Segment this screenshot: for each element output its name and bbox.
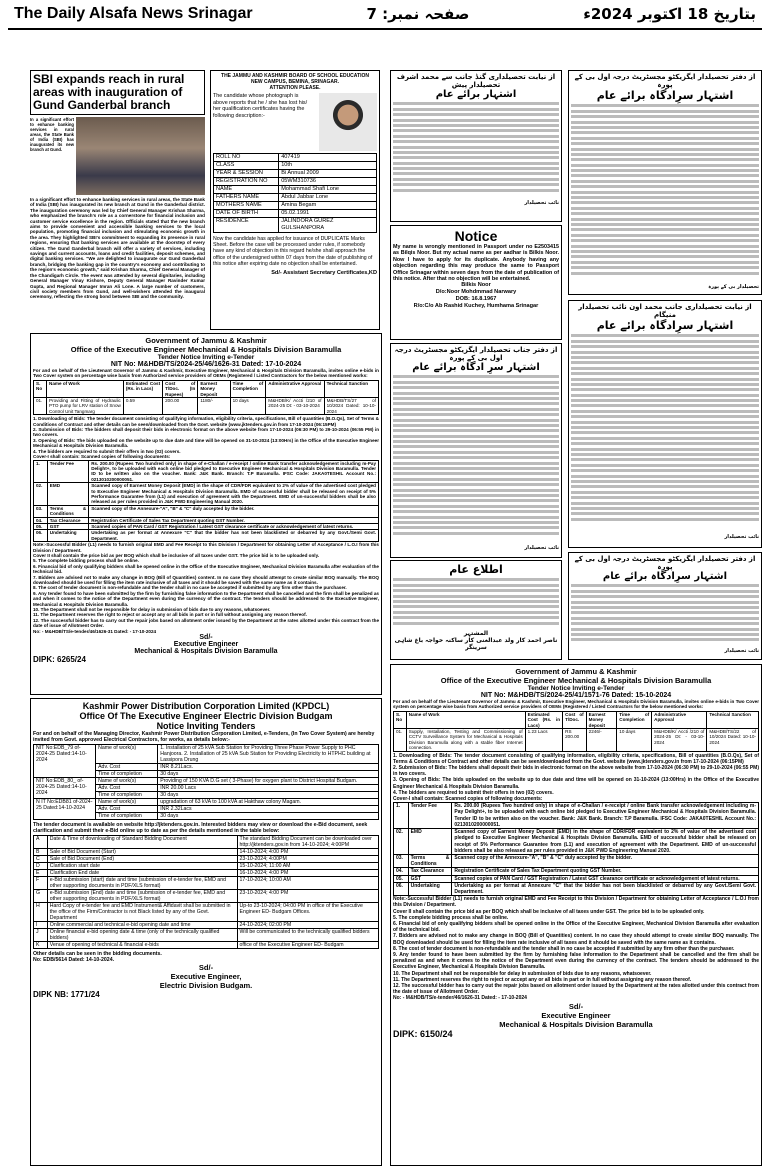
kpdcl-schedule-value: Will be communicated to the technically qualified bidders [237, 929, 378, 942]
jkbose-campus: NEW CAMPUS, BEMINA, SRINAGAR. [250, 79, 340, 85]
kpdcl-schedule-item: Sale of Bid Document (End) [47, 856, 237, 863]
tender1-dipk: DIPK: 6265/24 [33, 655, 86, 665]
tender2-nit: NIT No: M&HDB/TS/2024-25/41/1571-76 Dated: 15-10-2024 [480, 692, 672, 699]
jkbose-detail-row [214, 218, 377, 233]
tender-note: 9. Any tender found to have been submitted by the firm by furnishing false information to the Department shall be cancelled and the firm shall be penalized as and when it comes to the notice of the Department even during the currency of the contract. The tenders should be addressed to the Executive Engineer, Mechanical & Hospitals Division Baramulla. [33, 590, 379, 607]
tender2-govt: Government of Jammu & Kashmir [515, 667, 637, 676]
cover-detail: Registration Certificate of Sales Tax Department quoting GST Number. [89, 517, 379, 523]
urdu-notice-4-head: از نیابت تحصیلداری جانب محمد اون نائب تحصیلدار منیگام [578, 303, 752, 319]
jkbose-detail-value: 05.02.1991 [279, 210, 377, 218]
cover-no: 03. [34, 505, 48, 517]
t1-header-cell: Earnest Money Deposit [198, 380, 230, 397]
cover-item: Undertaking [408, 882, 452, 895]
cover-detail: Undertaking as per format at Annexure "C" that the bidder has not been blacklisted or debarred by any Govt./Semi Govt. Department. [89, 530, 379, 542]
kpdcl-time-label: Time of completion [96, 771, 158, 778]
kpdcl-schedule-item: Online commercial and technical e-bid opening date and time [47, 922, 237, 929]
tender-notice-2 [390, 664, 762, 1166]
kpdcl-schedule-row [34, 877, 379, 890]
tender-paragraph: Cover-I shall contain: Scanned copies of following documents: [393, 796, 543, 803]
t1-header-cell: Technical Sanction [324, 380, 378, 397]
jkbose-detail-row [214, 210, 377, 218]
t2-cell: 01. [394, 729, 407, 752]
cover-detail: Scanned copy of Earnest Money Deposit (EMD) in the shape of CDR/FDR equivalent to 2% of value of the advertised cost pledged to Executive Engineer Mechanical & Hospitals Division Baramulla. EMD of successful bidder shall be released on receipt of 5% Performance Guarantee from (L1) and execution of agreement with the Department. EMD of un-successful bidders shall be also released as per rules provided in J&K PWD Engineering Manual 2020. [452, 829, 759, 855]
t1-cell: 10 days [230, 398, 266, 415]
tender1-intro: For and on behalf of the Lieutenant Governor of Jammu & Kashmir, Executive Engineer, Mechanical & Hospitals Division Baramulla, invites online e-bids in Two Cover system on percentage wise basis from Authorized service providers of OEMs (Registered / Listed Contractors for the below mentioned works: [33, 368, 379, 379]
kpdcl-work-name: 1. Installation of 25 kVA Sub Station for Providing Three Phase Power Supply to PHC Hanjoora. 2. Installation of 25 kVA Sub Station for Providing Electricity to HTPHC building at Lassipora Drung [158, 745, 379, 764]
kpdcl-schedule-item: Clarification start date [47, 863, 237, 870]
kpdcl-name-label: Name of work(s) [96, 799, 158, 806]
kpdcl-schedule-item: e-Bid submission (start) date and time (submission of e-tender fee, EMD and other supporting documents in PDF/XLS format) [47, 877, 237, 890]
jkbose-detail-value: 407419 [279, 154, 377, 162]
cover-item: GST [408, 875, 452, 882]
tender-note: Note:-Successful Bidder (L1) needs to furnish original EMD and Fee Receipt to this Division / Department for obtaining Letter of Acceptance / L.O.I from this Division / Department. [393, 896, 759, 909]
urdu-public-title: اطلاع عام [449, 563, 503, 576]
kpdcl-schedule-value: 15-10-2024; 11:00 AM [237, 863, 378, 870]
jkbose-detail-key: FATHERS NAME [214, 194, 279, 202]
cover-detail: Scanned copy of Earnest Money Deposit (EMD) in the shape of CDR/FDR equivalent to 2% of value of the advertised cost pledged to Executive Engineer Mechanical & Hospitals Division Baramulla. EMD of successful bidder shall be released on receipt of 5% Performance Guarantee from (L1) and execution of agreement with the Department. EMD of un-successful bidders shall be also released as per rules provided in J&K PWD Engineering Manual 2020. [89, 483, 379, 506]
kpdcl-sign-title: Sd/- [198, 963, 214, 972]
tender-note: 7. Bidders are advised not to make any change in BOQ (Bill of Quantities) content. In no case they should attempt to create similar BOQ manually. The BOQ downloaded should be used for filling the item rate inclusive of all taxes and it should be saved with the same name as it contains. [33, 574, 379, 586]
kpdcl-work-name: Providing of 150 KVA D.G set ( 3-Phase) for oxygen plant to District Hospital Budgam. [158, 778, 379, 785]
urdu-notice-2-sign: نائب تحصیلدار [524, 545, 559, 552]
cover-row [394, 875, 759, 882]
t1-header-cell: Name of Work [47, 380, 124, 397]
sbi-photo [76, 117, 205, 195]
urdu-notice-5-head: از دفتر تحصیلدار ایگزیکٹو مجسٹریٹ درجہ اول بی کے پورہ [574, 555, 756, 571]
sbi-body: In a significant effort to enhance banking services in rural areas, the State Bank of India (SBI) has inaugurated its new branch at Gund in the Ganderbal district. The inauguration ceremony was led by Chief General Manager Krishan Sharma, who emphasized the branch's role as a cornerstone for financial inclusion and customer service excellence in the region. Officials stated that the new branch aims to provide convenient and accessible banking services to the local population, promoting financial inclusion and stimulating economic growth in the area. They highlighted SBI's commitment to expanding its presence in rural regions, ensuring that banking services are available at the doorstep of every citizen. The Gund Ganderbal branch will offer a variety of services, including savings and current accounts, loans and credit facilities, deposit schemes, and digital banking services. "We are delighted to inaugurate our Gund Ganderbal branch, bridging the banking gap in the country's economy and contributing to the region's economic growth," said Krishan Sharma, Chief General Manager of the Chandigarh Circle. The event was attended by several dignitaries, including General Manager Vinay Kishore, Deputy General Manager Ravinder Kumar Gupta, and Regional Manager Imran Ali Lone. A large number of customers, civil society members from Gund, and well-wishers attended the inaugural ceremony, reflecting the strong bond between SBI and the community. [30, 197, 205, 300]
cover-no: 06. [34, 530, 48, 542]
kpdcl-schedule-row [34, 922, 379, 929]
jkbose-detail-value: 05WM310736 [279, 178, 377, 186]
kpdcl-office: Office Of The Executive Engineer Electric Division Budgam [79, 711, 333, 721]
page-number: صفحہ نمبر: 7 [366, 5, 470, 23]
kpdcl-cost-label: Adv. Cost [96, 806, 158, 813]
jkbose-detail-key: REGISTRATION NO [214, 178, 279, 186]
kpdcl-time-label: Time of completion [96, 792, 158, 799]
t2-cell: M&HDB/K/ Accti /210 of 2024-25 Dt: - 03-10-2024 [652, 729, 707, 752]
cover-item: Tender Fee [47, 460, 88, 483]
jkbose-detail-key: ROLL NO [214, 154, 279, 162]
kpdcl-schedule-value: 14-10-2024; 4:00 PM [237, 849, 378, 856]
kpdcl-schedule-key: B [34, 849, 48, 856]
kpdcl-nit: NIT No:EDB_79 of-2024-25 Dated:14-10-2024 [34, 745, 96, 778]
kpdcl-schedule-key: J [34, 929, 48, 942]
tender1-sign-title: Sd/- [199, 634, 213, 642]
kpdcl-time-value: 30 days [158, 813, 379, 820]
kpdcl-cost-value: INR 20.00 Lacs [158, 785, 379, 792]
kpdcl-schedule-item: Online financial e-bid opening date & time (only of the technically qualified bidders) [47, 929, 237, 942]
jkbose-detail-key: RESIDENCE [214, 218, 279, 233]
kpdcl-schedule-row [34, 863, 379, 870]
kpdcl-schedule-value: office of the Executive Engineer ED- Budgam [237, 942, 378, 949]
tender-note: 6. Financial bid of only qualifying bidders shall be opened online in the Office of the Executive Engineer, Mechanical Division Baramulla after evaluation of the technical bid. [33, 563, 379, 575]
masthead [8, 0, 762, 30]
urdu-notice-public [390, 560, 562, 660]
tender2-sign-name: Executive Engineer [541, 1010, 611, 1020]
jkbose-detail-value: JALINDORA GUREZ GULSHANPORA [279, 218, 377, 233]
jkbose-detail-value: Abdul Jabbar Lone [279, 194, 377, 202]
notice-relation: D/o:Noor Mohdmmad Narwary [435, 289, 517, 296]
t1-header-cell: S. No [34, 380, 47, 397]
urdu-notice-3-sign: تحصیلدار بی کے پورہ [708, 284, 759, 291]
tender-note: 6. Financial bid of only qualifying bidders shall be opened online in the Office of the Executive Engineer, Mechanical Division Baramulla after evaluation of the technical bid. [393, 920, 759, 934]
kpdcl-work-row [34, 799, 379, 806]
cover-detail: Scanned copies of PAN Card / GST Registration / Latest GST clearance certificate or acknowledgement of latest returns. [89, 523, 379, 529]
kpdcl-schedule-row [34, 856, 379, 863]
kpdcl-schedule-key: F [34, 877, 48, 890]
kpdcl-schedule-key: I [34, 922, 48, 929]
tender1-subtitle: Tender Notice Inviting e-Tender [157, 354, 255, 361]
kpdcl-schedule-value: 24-10-2024; 02:00 PM [237, 922, 378, 929]
urdu-notice-5 [568, 552, 762, 660]
kpdcl-subtitle: Notice Inviting Tenders [156, 721, 256, 731]
urdu-notice-2-title: اشتہار سرِ ادگاہ برائے عام [412, 362, 540, 373]
kpdcl-schedule-row [34, 849, 379, 856]
tender1-body [33, 416, 379, 634]
t1-cell: 200.00 [163, 398, 198, 415]
kpdcl-number: No: EDB/5614 Dated: 14-10-2024. [33, 957, 115, 963]
cover-row [34, 530, 379, 542]
t1-header-cell: Administrative Approval [266, 380, 324, 397]
kpdcl-cost-label: Adv. Cost [96, 785, 158, 792]
tender-paragraph: 1. Downloading of Bids: The tender document consisting of qualifying information, eligibility criteria, specifications, Bill of quantities (B.O.Qs), Set of Terms & Conditions of Contract and other details can be seen/downloaded from the Govt. website (www.jktenders.gov.in from 17-10-2024 (06:15PM) [33, 416, 379, 427]
urdu-notice-5-sign: نائب تحصیلدار [724, 648, 759, 655]
kpdcl-schedule-item: Venue of opening of technical & financial e-bids [47, 942, 237, 949]
cover-no: 05. [394, 875, 409, 882]
t2-cell: Supply, Installation, Testing and Commissioning of CCTV Surveillance System for Mechanical & Hospitals Division Baramulla along with a stable fiber Internet connection. [406, 729, 525, 752]
cover-detail: Scanned copy of the Annexure-"A", "B" & "C" duly accepted by the bidder. [452, 854, 759, 867]
tender-note: Note:-Successful Bidder (L1) needs to furnish original EMD and Fee Receipt to this Division / Department for obtaining Letter of Acceptance / L.O.I from this Division / Department. [33, 542, 379, 553]
t1-cell: M&HDB/TS/27 of 10/2024 Dated: 10-10-2024 [324, 398, 378, 415]
jkbose-detail-value: Mohammad Shafi Lone [279, 186, 377, 194]
urdu-public-sign: المشتہر [463, 630, 489, 638]
cover-item: EMD [47, 483, 88, 506]
kpdcl-schedule-key: E [34, 870, 48, 877]
cover-detail: Registration Certificate of Sales Tax Department quoting GST Number. [452, 868, 759, 875]
kpdcl-schedule-item: e-Bid submission (End) date and time (submission of e-tender fee, EMD and other supporting documents in PDF/XLS format) [47, 890, 237, 903]
kpdcl-schedule-row [34, 870, 379, 877]
kpdcl-schedule-item: Hard Copy of e-tender fee and EMD Instrument& Affidavit shall be submitted in the office of the Firm/Contractor is not Black listed by any of the Govt. Department [47, 903, 237, 922]
t1-cell: 1180/- [198, 398, 230, 415]
cover-row [394, 882, 759, 895]
jkbose-detail-row [214, 178, 377, 186]
t2-header-cell: Name of Work [406, 711, 525, 728]
t1-cell: M&HDB/K/ Accti /210 of 2024-25 Dt: - 03-10-2024 [266, 398, 324, 415]
jkbose-signatory: Sd/- Assistant Secretary Certificates,KD [271, 270, 377, 277]
notice-name: Bilkis Noor [461, 282, 491, 289]
tender-paragraph: 3. Opening of Bids: The bids uploaded on the website up to due date and time will be opened on 31-10-2024 (13:00Hrs) in the Office of the Executive Engineer Mechanical & Hospitals Division Baramulla. [33, 437, 379, 449]
jkbose-detail-row [214, 194, 377, 202]
cover-item: Terms & Conditions [408, 854, 452, 867]
kpdcl-schedule-key: D [34, 863, 48, 870]
urdu-notice-3-title: اشتہار سرِادگاہ برائے عام [596, 89, 734, 102]
tender2-dipk: DIPK: 6150/24 [393, 1028, 453, 1039]
cover-item: Tax Clearance [47, 517, 88, 523]
kpdcl-schedule-item: Clarification End date [47, 870, 237, 877]
cover-no: 06. [394, 882, 409, 895]
kpdcl-schedule-key: A [34, 836, 48, 849]
passport-notice [390, 225, 562, 340]
kpdcl-note: The tender document is available on website http://jktenders.gov.in. Interested bidders may view or download the e-Bid document, seek clarification and submit their e-Bid online up to date as per the details mentioned in the table below: [33, 822, 368, 834]
kpdcl-name-label: Name of work(s) [96, 745, 158, 764]
jkbose-detail-key: NAME [214, 186, 279, 194]
kpdcl-work-name: upgradation of 63 kVA to 100 kVA at Hakthaw colony Magam. [158, 799, 379, 806]
jkbose-detail-value: Amina Begam [279, 202, 377, 210]
cover-no: 02. [394, 829, 409, 855]
t2-header-cell: Cost of T/Doc. [563, 711, 587, 728]
kpdcl-works-table [33, 744, 379, 820]
jkbose-attention: ATTENTION PLEASE. [269, 85, 321, 91]
tender-note: 11. The Department reserves the right to reject or accept any or all bids in part or in full without assigning any reason thereof. [393, 976, 692, 983]
tender-note: 12. The successful bidder has to carry out the repair jobs based on allotment order issued by the Department at the rates allotted under this contract from the date of issue of Allotment Order. [33, 617, 379, 629]
tender2-works-table [393, 711, 759, 752]
cover-row [34, 483, 379, 506]
urdu-notice-3 [568, 70, 762, 295]
t1-header-cell: Estimated Cost (Rs. in Lacs) [123, 380, 162, 397]
kpdcl-sign-name: Executive Engineer, [170, 972, 242, 981]
tender1-sign-office: Mechanical & Hospitals Division Baramulla [134, 648, 278, 656]
jkbose-detail-key: YEAR & SESSION [214, 170, 279, 178]
kpdcl-schedule-value: 23-10-2024; 4:00PM [237, 856, 378, 863]
tender-note: 9. Any tender found to have been submitted by the firm by furnishing false information to the Department shall be cancelled and the firm shall be penalized as and when it comes to the notice of the Department even during the currency of the contract. The tenders should be addressed to the Executive Engineer, Mechanical & Hospitals Division Baramulla. [393, 951, 759, 971]
tender-paragraph: 3. Opening of Bids: The bids uploaded on the website up to due date and time will be opened on 31-10-2024 (13:00Hrs) in the Office of the Executive Engineer Mechanical & Hospitals Division Baramulla. [393, 777, 759, 790]
kpdcl-schedule-row [34, 929, 379, 942]
t1-cell: 01. [34, 398, 47, 415]
kpdcl-notice [30, 698, 382, 1166]
jkbose-detail-value: 10th [279, 162, 377, 170]
kpdcl-other: Other details can be seen in the bidding documents. [33, 951, 162, 957]
kpdcl-schedule-row [34, 890, 379, 903]
t2-cell: 10 days [617, 729, 652, 752]
jkbose-detail-value: Bi Annual 2009 [279, 170, 377, 178]
t2-header-cell: Estimated Cost (Rs. in Lacs) [525, 711, 563, 728]
tender2-intro: For and on behalf of the Lieutenant Governor of Jammu & Kashmir, Executive Engineer, Mechanical & Hospitals Division Baramulla, invites online e-bids in Two Cover system on percentage wise basis from Authorized service providers of OEMs (Registered / Listed Contractors for the below mentioned works: [393, 699, 759, 710]
t2-cell: 2246/- [586, 729, 617, 752]
kpdcl-schedule-key: H [34, 903, 48, 922]
urdu-notice-1-sign: نائب تحصیلدار [524, 200, 559, 207]
urdu-notice-3-text [571, 104, 759, 284]
tender1-works-table [33, 380, 379, 415]
t1-header-cell: Cost of T/Doc. (In Rupees) [163, 380, 198, 397]
kpdcl-cost-value: INR 2.32Lacs [158, 806, 379, 813]
kpdcl-time-label: Time of completion [96, 813, 158, 820]
jkbose-intro: The candidate whose photograph is above reports that he / she has lost his/ her qualification certificates having the following description:- [213, 93, 308, 119]
sbi-lead: In a significant effort to enhance banking services in rural areas, the State Bank of India (SBI) has inaugurated its new branch at Gund. [30, 117, 74, 152]
jkbose-detail-key: CLASS [214, 162, 279, 170]
urdu-notice-2-text [393, 375, 559, 545]
tender-note: 10. The Department shall not be responsible for delay in submission of bids due to any reasons, whatsoever. [33, 607, 271, 613]
tender1-nit: NIT No: M&HDB/TS/2024-25/46/1626-31 Dated: 17-10-2024 [110, 361, 302, 368]
cover-row [34, 505, 379, 517]
urdu-notice-4 [568, 300, 762, 548]
kpdcl-schedule-row [34, 942, 379, 949]
kpdcl-schedule-item: Date & Time of downloading of Standard Bidding Document [47, 836, 237, 849]
tender-note: 7. Bidders are advised not to make any change in BOQ (Bill of Quantities) content. In no case they should attempt to create similar BOQ manually. The BOQ downloaded should be used for filling the item rate inclusive of all taxes and it should be saved with the same name as it contains. [393, 933, 759, 946]
cover-item: Terms & Conditions [47, 505, 88, 517]
tender2-body [393, 753, 759, 1002]
t2-header-cell: Time of Completion [617, 711, 652, 728]
jkbose-details-table [213, 153, 377, 233]
tender-note: 12. The successful bidder has to carry out the repair jobs based on allotment order issued by the Department at the rates allotted under this contract from the date of issue of Allotment Order. [393, 982, 759, 996]
t2-header-cell: Earnest Money deposit [586, 711, 617, 728]
urdu-notice-5-title: اشتہار سرِادگاہ برائے عام [602, 571, 728, 582]
candidate-photo [319, 93, 377, 151]
tender2-office: Office of the Executive Engineer Mechanical & Hospitals Division Baramulla [440, 676, 712, 685]
cover-item: Undertaking [47, 530, 88, 542]
cover-no: 1. [34, 460, 48, 483]
cover-no: 03. [394, 854, 409, 867]
tender1-govt: Government of Jammu & Kashmir [145, 336, 267, 345]
t1-header-cell: Time of Completion [230, 380, 266, 397]
tender-note: Cover II shall contain the price bid as per BOQ which shall be inclusive of all taxes under GST. The price bid is to be uploaded only. [33, 553, 320, 558]
cover-item: Tax Clearance [408, 868, 452, 875]
tender2-sign-office: Mechanical & Hospitals Division Baramulla [499, 1019, 653, 1029]
cover-detail: Rs. 200.00 (Rupees Two hundred only) in shape of e-Challan / e-receipt / online Bank transfer acknowledgement including m-Pay Delight+, to be uploaded with each online bid pledged to Executive Engineer Mechanical & Hospitals Division Baramulla. Tender ID to be written also on the voucher. Bank: J&K Bank. Branch: T.P Baramulla. IFSC Code: JAKA0TESHIL Account No.: 0213010200000051. [89, 460, 379, 483]
kpdcl-cost-label: Adv. Cost [96, 764, 158, 771]
cover-row [394, 854, 759, 867]
t2-header-cell: Technical Sanction [707, 711, 759, 728]
tender-note: 11. The Department reserves the right to reject or accept any or all bids in part or in full without assigning any reason thereof. [33, 612, 307, 618]
tender-paragraph: 2. Submission of Bids: The bidders shall deposit their bids in electronic format on the above website from 17-10-2024 (06:30 PM) to 29-10-2024 (06:55 PM) in two covers. [393, 765, 759, 778]
kpdcl-schedule-key: G [34, 890, 48, 903]
jkbose-detail-row [214, 162, 377, 170]
cover-row [394, 829, 759, 855]
tender-paragraph: 4. The bidders are required to submit their offers in two (02) covers. [33, 448, 181, 454]
kpdcl-work-row [34, 745, 379, 764]
tender-paragraph: Cover-I shall contain: Scanned copies of following documents: [33, 454, 171, 460]
kpdcl-schedule-table [33, 835, 379, 949]
tender-note: 8. The cost of tender document is non-refundable and the tender shall in no case be accepted if submitted by any firm other than the purchaser. [393, 945, 735, 952]
t2-header-cell: S. No [394, 711, 407, 728]
jkbose-notice [210, 70, 380, 330]
tender2-sign-title: Sd/- [568, 1001, 584, 1011]
cover-item: GST [47, 523, 88, 529]
cover-no: 02. [34, 483, 48, 506]
sbi-article [30, 70, 205, 330]
tender-note: Cover II shall contain the price bid as per BOQ which shall be inclusive of all taxes under GST. The price bid is to be uploaded only. [393, 908, 705, 915]
urdu-notice-1-title: اشتہار برائے عام [435, 89, 517, 100]
kpdcl-time-value: 30 days [158, 771, 379, 778]
tender1-office: Office of the Executive Engineer Mechanical & Hospitals Division Baramulla [70, 345, 342, 354]
tender-paragraph: 2. Submission of Bids: The bidders shall deposit their bids in electronic format on the above website from 17-10-2024 (06:30 PM) to 29-10-2024 (06:55 PM) in two covers. [33, 427, 379, 438]
notice-title: Notice [454, 228, 498, 244]
urdu-notice-4-title: اشتہار سرِادگاہ برائے عام [596, 319, 734, 332]
urdu-notice-2-head: از دفتر جناب تحصیلدار ایگزیکٹو مجسٹریٹ درجہ اول بی کے پورہ [394, 346, 558, 362]
t2-cell: RS 200.00 [563, 729, 587, 752]
tender-note: 10. The Department shall not be responsible for delay in submission of bids due to any reasons, whatsoever. [393, 970, 652, 977]
urdu-notice-1 [390, 70, 562, 222]
cover-no: 04. [394, 868, 409, 875]
cover-row [34, 460, 379, 483]
cover-detail: Undertaking as per format at Annexure "C" that the bidder has not been blacklisted or debarred by any Govt./Semi Govt. Department. [452, 882, 759, 895]
kpdcl-schedule-value: 23-10-2024; 4:00 PM [237, 890, 378, 903]
urdu-notice-4-sign: نائب تحصیلدار [724, 534, 759, 541]
kpdcl-sign-office: Electric Division Budgam. [159, 981, 253, 990]
jkbose-detail-key: DATE OF BIRTH [214, 210, 279, 218]
kpdcl-schedule-row [34, 836, 379, 849]
notice-address: R/o:C/o Ab Rashid Kuchey, Humhama Srinagar [413, 303, 539, 310]
kpdcl-schedule-value: 16-10-2024; 4:00 PM [237, 870, 378, 877]
newspaper-name: The Daily Alsafa News Srinagar [14, 5, 253, 22]
t2-cell: 1.23 Lacs [525, 729, 563, 752]
urdu-notice-3-head: از دفتر تحصیلدار ایگزیکٹو مجسٹریٹ درجہ اول بی کے پورہ [574, 73, 756, 89]
jkbose-footer: Now the candidate has applied for issuance of DUPLICATE Marks Sheet. Before the case will be processed under rules, if somebody have any kind of objection in this regard he/she shall approach the office of the undersigned within 07 days from the date of publishing of this notice after expiring date no objection shall be entertained. [213, 236, 373, 267]
urdu-notice-1-head: از نیابت تحصیلداری گنڈ جانب سے محمد اشرف تحصیلدار پیش [396, 73, 556, 89]
tender1-sign-name: Executive Engineer [173, 641, 239, 649]
sbi-headline: SBI expands reach in rural areas with inauguration of Gund Ganderbal branch [30, 70, 205, 115]
tender2-subtitle: Tender Notice Inviting e-Tender [527, 685, 625, 692]
kpdcl-schedule-value: The standard Bidding Document can be downloaded over http://jktenders.gov.in from 14-10-2024; 4:00PM [237, 836, 378, 849]
notice-dob: DOB: 16.8.1967 [455, 296, 497, 303]
kpdcl-schedule-row [34, 903, 379, 922]
kpdcl-work-row [34, 778, 379, 785]
cover-no: 05. [34, 523, 48, 529]
jkbose-detail-row [214, 186, 377, 194]
cover-detail: Rs. 200.00 (Rupees Two hundred only) in shape of e-Challan / e-receipt / online Bank transfer acknowledgement including m-Pay Delight+, to be uploaded with each online bid pledged to Executive Engineer Mechanical & Hospitals Division Baramulla. Tender ID to be written also on the voucher. Bank: J&K Bank. Branch: T.P Baramulla. IFSC Code: JAKA0TESHIL Account No.: 0213010200000051. [452, 803, 759, 829]
kpdcl-name-label: Name of work(s) [96, 778, 158, 785]
jkbose-detail-row [214, 170, 377, 178]
cover-detail: Scanned copy of the Annexure-"A", "B" & "C" duly accepted by the bidder. [89, 505, 379, 517]
kpdcl-schedule-value: 17-10-2024; 10:00 AM [237, 877, 378, 890]
kpdcl-intro: For and on behalf of the Managing Director, Kashmir Power Distribution Corporation Limited, e-Tenders, (In Two Cover System) are hereby invited from Govt. approved Electrical Contractors, for works, as details below:- [33, 731, 375, 743]
kpdcl-title: Kashmir Power Distribution Corporation Limited (KPDCL) [82, 701, 330, 711]
jkbose-board: THE JAMMU AND KASHMIR BOARD OF SCHOOL EDUCATION [221, 73, 369, 79]
kpdcl-nit: NIT No:EDB_80_ of-2024-25 Dated:14-10-2024 [34, 778, 96, 799]
kpdcl-schedule-key: C [34, 856, 48, 863]
t1-cell: Providing and Fitting of Hydraulic PTO pump for LRV station of Snow Control Unit Tangmarg [47, 398, 124, 415]
issue-date: بتاریخ 18 اکتوبر 2024ء [583, 5, 756, 23]
jkbose-detail-row [214, 202, 377, 210]
kpdcl-schedule-value: Up-to 23-10-2024; 04:00 PM in office of the Executive Engineer ED- Budgam Offices. [237, 903, 378, 922]
urdu-notice-4-text [571, 334, 759, 534]
tender-notice-1 [30, 333, 382, 695]
urdu-public-name: ناصر احمد کار ولد عبدالغنی کار ساکنہ خواجہ باغ شاہی سرینگر [394, 637, 558, 652]
cover-no: 1. [394, 803, 409, 829]
kpdcl-schedule-item: Sale of Bid Document (Start) [47, 849, 237, 856]
cover-item: Tender Fee [408, 803, 452, 829]
kpdcl-cost-value: INR 8.21Lacs. [158, 764, 379, 771]
t1-cell: 0.59 [123, 398, 162, 415]
t2-header-cell: Administrative Approval [652, 711, 707, 728]
urdu-notice-2 [390, 343, 562, 558]
cover-item: EMD [408, 829, 452, 855]
notice-body: My name is wrongly mentioned in Passport under no E2503415 as Bilqis Noor. But my actual name as per aadhar is Bilkis Noor. Now I have to apply for its duplicate. Anybody having any objection regarding this may produce the same to Passport Office Srinagar within seven days from the date of publication of this notice. After that no objection will be entertained. [393, 244, 559, 283]
t2-cell: M&HDB/TS/22 of 10/2024 Dated: 10-10-2024 [707, 729, 759, 752]
tender-note: No: - M&HDB/TS/e-tender/46/1626-31 Dated: - 17-10-2024 [33, 628, 157, 634]
tender-paragraph: 1. Downloading of Bids: The tender document consisting of qualifying information, eligibility criteria, specifications, Bill of quantities (B.O.Qs), Set of Terms & Conditions of Contract and other details can be seen/downloaded from the Govt. website (www.jktenders.gov.in from 17-10-2024 (06:15PM) [393, 752, 759, 765]
urdu-notice-5-text [571, 584, 759, 648]
tender-note: 5. The complete bidding process shall be online. [33, 558, 139, 564]
tender-note: 8. The cost of tender document is non-refundable and the tender shall in no case be accepted if submitted by any firm other than the purchaser. [33, 585, 347, 591]
kpdcl-time-value: 30 days [158, 792, 379, 799]
urdu-notice-1-text [393, 102, 559, 200]
jkbose-detail-key: MOTHERS NAME [214, 202, 279, 210]
cover-detail: Scanned copies of PAN Card / GST Registration / Latest GST clearance certificate or acknowledgement of latest returns. [452, 875, 759, 882]
cover-no: 04. [34, 517, 48, 523]
urdu-public-text [393, 578, 559, 630]
kpdcl-schedule-key: K [34, 942, 48, 949]
kpdcl-nit: N IT No:EDB81 of-2024-25 Dated:14-10-2024 [34, 799, 96, 820]
jkbose-detail-row [214, 154, 377, 162]
kpdcl-dipk: DIPK NB: 1771/24 [33, 990, 100, 999]
cover-row [394, 868, 759, 875]
tender-paragraph: 4. The bidders are required to submit their offers in two (02) covers. [393, 789, 554, 796]
tender-note: No: - M&HDB/TS/e-tender/46/1626-31 Dated: - 17-10-2024 [393, 995, 527, 1002]
tender-note: 5. The complete bidding process shall be online. [393, 914, 509, 921]
cover-row [394, 803, 759, 829]
